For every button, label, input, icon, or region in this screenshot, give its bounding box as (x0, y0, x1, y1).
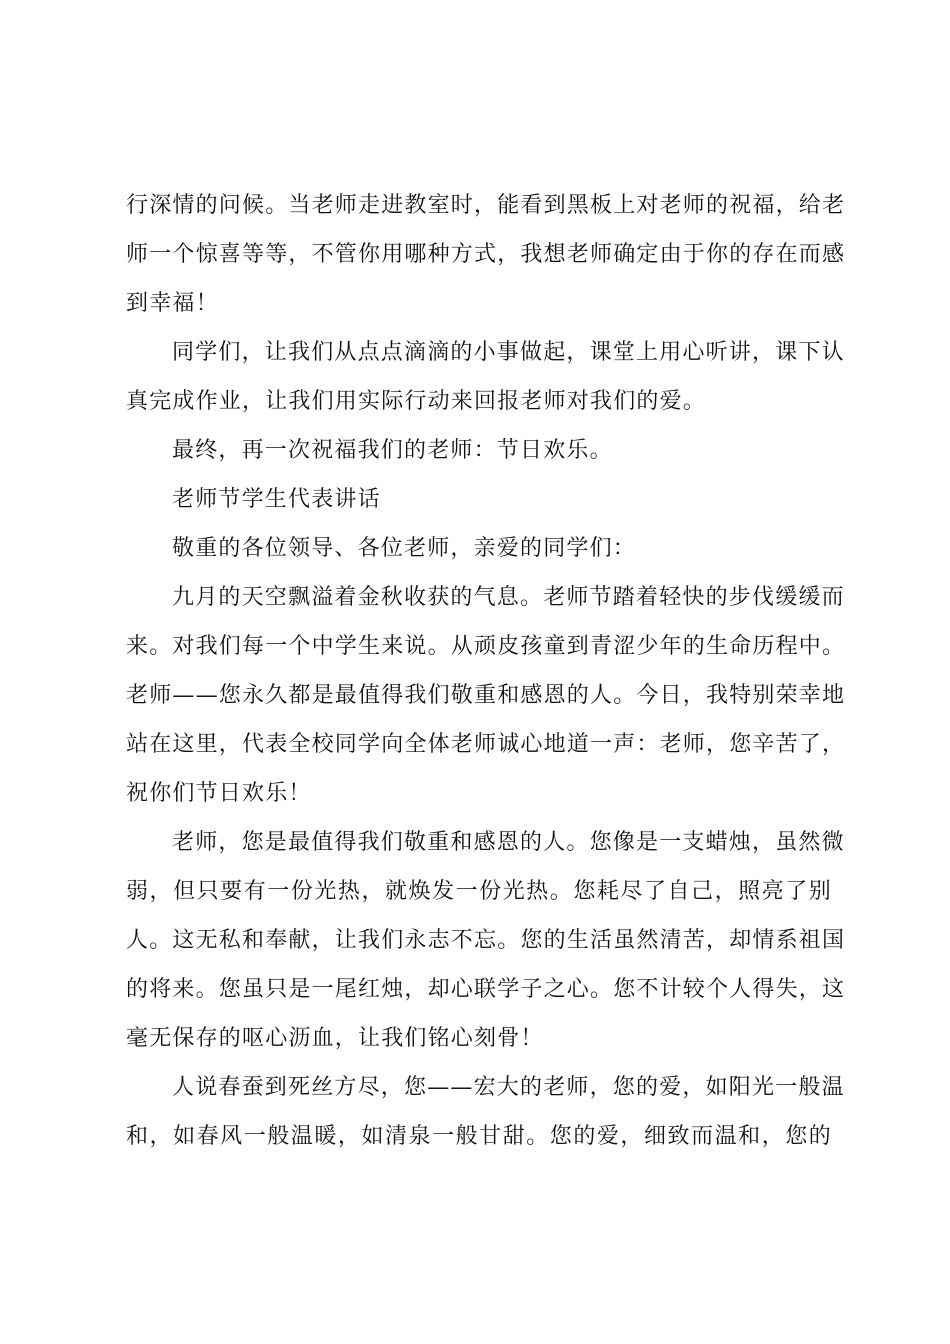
text-line: 师一个惊喜等等，不管你用哪种方式，我想老师确定由于你的存在而感 (126, 242, 846, 267)
section-title: 老师节学生代表讲话 (172, 487, 381, 512)
text-line: 站在这里，代表全校同学向全体老师诚心地道一声：老师，您辛苦了， (126, 732, 846, 757)
text-line: 毫无保存的呕心沥血，让我们铭心刻骨！ (126, 1026, 544, 1051)
text-line: 最终，再一次祝福我们的老师：节日欢乐。 (172, 438, 613, 463)
text-line: 老师，您是最值得我们敬重和感恩的人。您像是一支蜡烛，虽然微 (172, 830, 845, 855)
text-line: 行深情的问候。当老师走进教室时，能看到黑板上对老师的祝福，给老 (126, 193, 846, 218)
text-line: 九月的天空飘溢着金秋收获的气息。老师节踏着轻快的步伐缓缓而 (172, 585, 845, 610)
text-line: 人说春蚕到死丝方尽，您——宏大的老师，您的爱，如阳光一般温 (172, 1075, 845, 1100)
text-line: 和，如春风一般温暖，如清泉一般甘甜。您的爱，细致而温和，您的 (126, 1124, 832, 1149)
text-line: 真完成作业，让我们用实际行动来回报老师对我们的爱。 (126, 389, 707, 414)
text-line: 到幸福！ (126, 291, 219, 316)
text-line: 人。这无私和奉献，让我们永志不忘。您的生活虽然清苦，却情系祖国 (126, 928, 846, 953)
text-line: 的将来。您虽只是一尾红烛，却心联学子之心。您不计较个人得失，这 (126, 977, 846, 1002)
text-line: 老师——您永久都是最值得我们敬重和感恩的人。今日，我特别荣幸地 (126, 683, 846, 708)
text-line: 来。对我们每一个中学生来说。从顽皮孩童到青涩少年的生命历程中。 (126, 634, 846, 659)
text-line: 同学们，让我们从点点滴滴的小事做起，课堂上用心听讲，课下认 (172, 340, 845, 365)
text-line: 弱，但只要有一份光热，就焕发一份光热。您耗尽了自己，照亮了别 (126, 879, 832, 904)
document-body (126, 181, 846, 1161)
text-line: 祝你们节日欢乐！ (126, 781, 312, 806)
salutation: 敬重的各位领导、各位老师，亲爱的同学们： (172, 536, 637, 561)
